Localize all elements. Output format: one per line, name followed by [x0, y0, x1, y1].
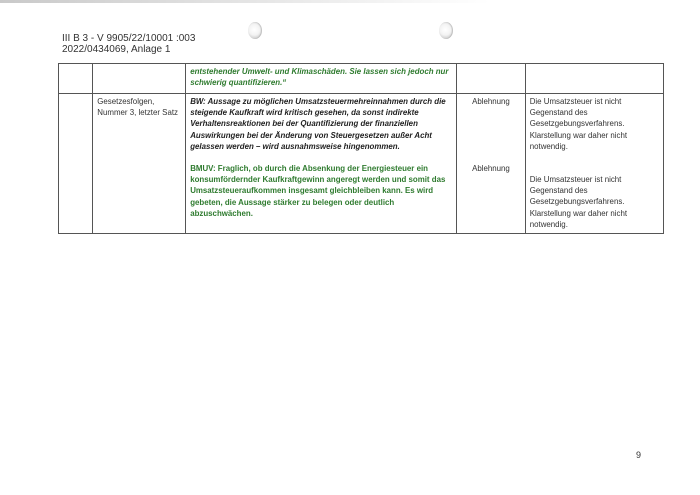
statement-table [58, 63, 664, 234]
page-number: 9 [636, 450, 642, 460]
topic-text: Gesetzesfolgen, Nummer 3, letzter Satz [97, 97, 178, 118]
scan-top-edge [0, 0, 700, 3]
cell-number [59, 94, 93, 234]
statement-bw: BW: Aussage zu möglichen Umsatzsteuermehreinnahmen durch die steigende Kaufkraft wird kritisch gesehen, da sonst indirekte Verhaltensreaktionen bei der Quantifizierung der finanziellen Auswirkungen bei der Änderung von Steuergesetzen außer Acht gelassen werden – wird ausnahmsweise hingenommen. [190, 97, 446, 151]
cell-number [59, 64, 93, 94]
cell-statement [186, 94, 457, 234]
cell-reason [525, 64, 663, 94]
statement-text: entstehender Umwelt- und Klimaschäden. Sie lassen sich jedoch nur schwierig quantifizieren.“ [190, 67, 449, 88]
punch-hole-right [439, 22, 453, 39]
verdict-bw: Ablehnung [472, 97, 510, 106]
statement-bmuv: BMUV: Fraglich, ob durch die Absenkung der Energiesteuer ein konsumfördernder Kaufkraftgewinn angeregt werden und somit das Umsatzsteueraufkommen insgesamt gleichbleiben kann. Es wird gebeten, die Aussage stärker zu belegen oder deutlich abzuschwächen. [190, 164, 446, 218]
punch-hole-left [248, 22, 262, 39]
cell-topic [93, 64, 186, 94]
table-row [59, 94, 664, 234]
cell-verdict [457, 64, 526, 94]
cell-verdict [457, 94, 526, 234]
reference-line-2: 2022/0434069, Anlage 1 [62, 44, 171, 55]
cell-reason [525, 94, 663, 234]
reason-bw: Die Umsatzsteuer ist nicht Gegenstand des Gesetzgebungsverfahrens. Klarstellung war daher nicht notwendig. [529, 97, 628, 151]
cell-topic [93, 94, 186, 234]
cell-statement [186, 64, 457, 94]
reference-line-1: III B 3 - V 9905/22/10001 :003 [62, 33, 196, 44]
document-reference [62, 33, 195, 55]
table-row [59, 64, 664, 94]
verdict-bmuv: Ablehnung [472, 164, 510, 174]
reason-bmuv: Die Umsatzsteuer ist nicht Gegenstand des Gesetzgebungsverfahrens. Klarstellung war daher nicht notwendig. [529, 175, 628, 229]
